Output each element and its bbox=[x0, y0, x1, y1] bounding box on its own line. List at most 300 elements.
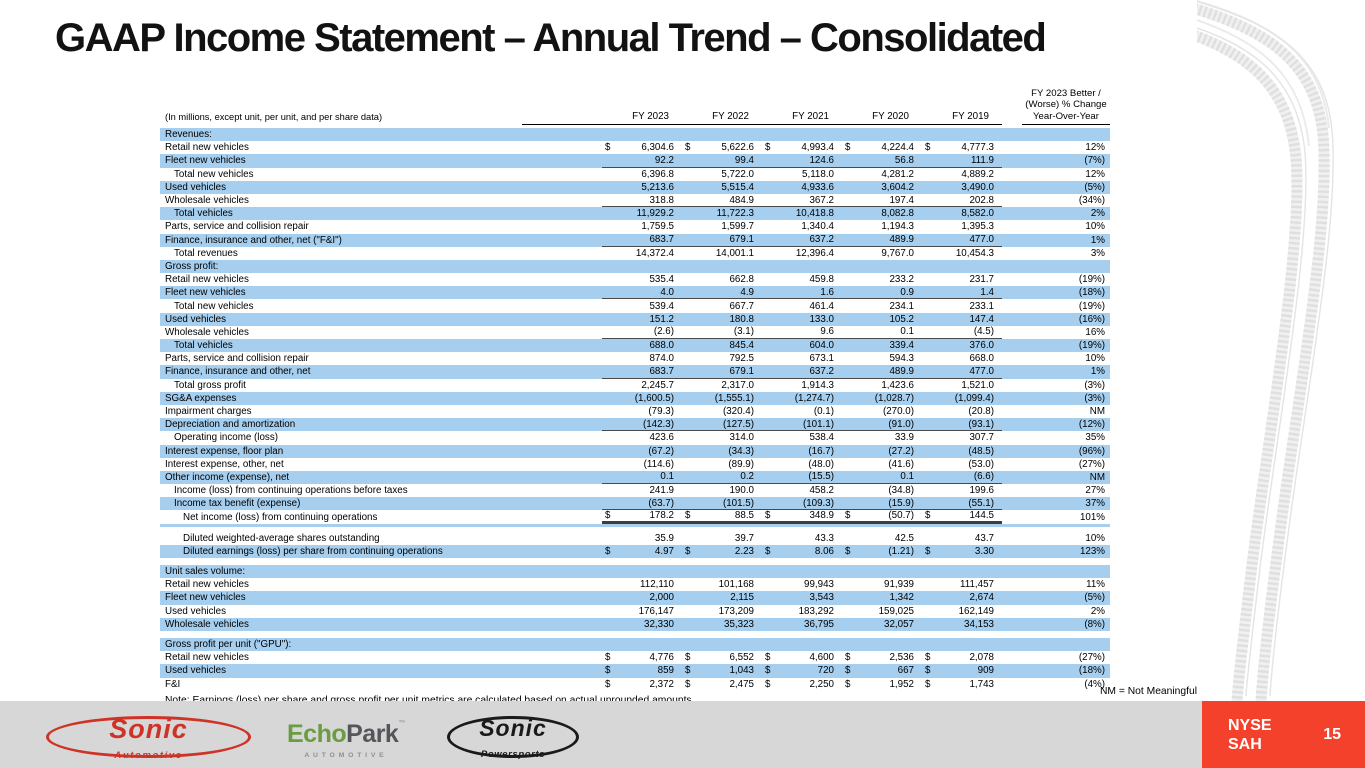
value: (1,028.7) bbox=[874, 392, 914, 404]
value: 9.6 bbox=[820, 326, 834, 338]
value-cell bbox=[682, 380, 762, 391]
value-cell bbox=[922, 459, 1002, 470]
value-cell bbox=[842, 510, 922, 521]
dollar-sign bbox=[602, 195, 615, 206]
value: 4,224.4 bbox=[881, 142, 914, 154]
value-cell bbox=[842, 485, 922, 496]
value-cell bbox=[922, 234, 1002, 245]
value-cell bbox=[762, 406, 842, 417]
row-values bbox=[602, 339, 1002, 352]
value: 1,599.7 bbox=[721, 221, 754, 233]
year-header: FY 2021 bbox=[792, 111, 829, 122]
value: 5,515.4 bbox=[721, 181, 754, 193]
value: 679.1 bbox=[729, 234, 754, 246]
value: 180.8 bbox=[729, 313, 754, 325]
value: 14,372.4 bbox=[635, 247, 674, 259]
row-label: Retail new vehicles bbox=[165, 274, 249, 286]
dollar-sign bbox=[762, 579, 775, 590]
value: (55.1) bbox=[968, 497, 994, 509]
value-cell bbox=[922, 446, 1002, 457]
value-cell bbox=[762, 155, 842, 166]
value: 159,025 bbox=[878, 605, 914, 617]
change-header-line: FY 2023 Better / bbox=[1031, 88, 1101, 100]
value: (3.1) bbox=[733, 326, 754, 338]
table-row bbox=[160, 484, 1110, 497]
dollar-sign bbox=[922, 498, 935, 509]
value: 151.2 bbox=[649, 313, 674, 325]
dollar-sign bbox=[762, 459, 775, 470]
row-label: Revenues: bbox=[165, 129, 212, 141]
row-pct: (19%) bbox=[1078, 274, 1105, 286]
echopark-echo: Echo bbox=[287, 720, 347, 748]
value: 4.97 bbox=[654, 545, 674, 557]
value: (101.5) bbox=[722, 497, 754, 509]
dollar-sign bbox=[762, 221, 775, 232]
dollar-sign bbox=[922, 274, 935, 285]
income-statement-table bbox=[160, 84, 1110, 706]
dollar-sign bbox=[602, 287, 615, 298]
dollar-sign bbox=[762, 419, 775, 430]
dollar-sign bbox=[762, 619, 775, 630]
value: 32,330 bbox=[644, 618, 674, 630]
dollar-sign bbox=[842, 340, 855, 351]
value-cell bbox=[762, 485, 842, 496]
row-label: Retail new vehicles bbox=[165, 142, 249, 154]
value-cell bbox=[762, 326, 842, 337]
value: 173,209 bbox=[718, 605, 754, 617]
value: 637.2 bbox=[809, 365, 834, 377]
value-cell bbox=[602, 366, 682, 377]
row-values bbox=[602, 154, 1002, 167]
row-label: Wholesale vehicles bbox=[165, 618, 249, 630]
dollar-sign bbox=[762, 380, 775, 391]
value-cell bbox=[682, 546, 762, 557]
value-cell bbox=[602, 652, 682, 663]
dollar-sign: $ bbox=[605, 510, 611, 522]
dollar-sign bbox=[602, 619, 615, 630]
value: 91,939 bbox=[884, 579, 914, 591]
row-pct: 27% bbox=[1085, 485, 1105, 497]
value-cell bbox=[762, 510, 842, 521]
row-pct: 35% bbox=[1085, 432, 1105, 444]
value: (16.7) bbox=[808, 445, 834, 457]
value: 92.2 bbox=[654, 154, 674, 166]
value-cell bbox=[762, 221, 842, 232]
dollar-sign bbox=[922, 419, 935, 430]
value: 0.1 bbox=[900, 471, 914, 483]
dollar-sign: $ bbox=[845, 665, 851, 677]
value-cell bbox=[842, 546, 922, 557]
dollar-sign bbox=[602, 419, 615, 430]
row-values bbox=[602, 181, 1002, 194]
row-label: Other income (expense), net bbox=[165, 471, 290, 483]
units-caption: (In millions, except unit, per unit, and per share data) bbox=[165, 112, 383, 122]
value: (34.3) bbox=[728, 445, 754, 457]
value: 1,395.3 bbox=[961, 221, 994, 233]
table-row bbox=[160, 299, 1110, 312]
table-row bbox=[160, 141, 1110, 154]
value: 318.8 bbox=[649, 194, 674, 206]
dollar-sign: $ bbox=[685, 142, 691, 154]
value-cell bbox=[682, 485, 762, 496]
table-row bbox=[160, 418, 1110, 431]
value-cell bbox=[682, 592, 762, 603]
value: 10,454.3 bbox=[955, 247, 994, 259]
table-row bbox=[160, 168, 1110, 181]
value: 859 bbox=[657, 665, 674, 677]
row-pct: (19%) bbox=[1078, 300, 1105, 312]
dollar-sign bbox=[922, 155, 935, 166]
row-label: Used vehicles bbox=[165, 665, 226, 677]
table-row bbox=[160, 352, 1110, 365]
value-cell bbox=[762, 195, 842, 206]
value-cell bbox=[602, 665, 682, 676]
value-cell bbox=[842, 579, 922, 590]
row-label: SG&A expenses bbox=[165, 392, 237, 404]
row-label: Depreciation and amortization bbox=[165, 419, 296, 431]
row-pct: 11% bbox=[1086, 579, 1105, 591]
value-cell bbox=[842, 606, 922, 617]
dollar-sign bbox=[842, 234, 855, 245]
value: 845.4 bbox=[729, 340, 754, 352]
value: 32,057 bbox=[884, 618, 914, 630]
dollar-sign bbox=[922, 406, 935, 417]
value-cell bbox=[602, 510, 682, 521]
value: (93.1) bbox=[968, 418, 994, 430]
value: (67.2) bbox=[648, 445, 674, 457]
value-cell bbox=[682, 533, 762, 544]
table-row bbox=[160, 458, 1110, 471]
dollar-sign bbox=[762, 234, 775, 245]
value: 4,993.4 bbox=[801, 142, 834, 154]
row-label: Retail new vehicles bbox=[165, 652, 249, 664]
value: 637.2 bbox=[809, 234, 834, 246]
sonic-wordmark: Sonic bbox=[109, 714, 188, 744]
dollar-sign bbox=[682, 485, 695, 496]
row-pct: (19%) bbox=[1078, 340, 1105, 352]
row-pct: 123% bbox=[1079, 545, 1105, 557]
dollar-sign bbox=[682, 498, 695, 509]
value: (1.21) bbox=[888, 545, 914, 557]
section-row bbox=[160, 638, 1110, 651]
value: (1,099.4) bbox=[954, 392, 994, 404]
row-label: Diluted earnings (loss) per share from continuing operations bbox=[183, 545, 443, 557]
value: 679.1 bbox=[729, 365, 754, 377]
dollar-sign: $ bbox=[845, 545, 851, 557]
row-label: Interest expense, other, net bbox=[165, 458, 284, 470]
value-cell bbox=[922, 619, 1002, 630]
powersports-subtext: Powersports bbox=[480, 749, 546, 760]
value: 2,245.7 bbox=[641, 379, 674, 391]
dollar-sign bbox=[842, 498, 855, 509]
dollar-sign bbox=[602, 248, 615, 259]
row-label: Total new vehicles bbox=[174, 168, 254, 180]
value: 1,423.6 bbox=[881, 379, 914, 391]
value: 489.9 bbox=[889, 234, 914, 246]
table-row bbox=[160, 365, 1110, 378]
value-cell bbox=[682, 366, 762, 377]
value: 594.3 bbox=[889, 353, 914, 365]
value-cell bbox=[602, 446, 682, 457]
value-cell bbox=[842, 169, 922, 180]
page-number: 15 bbox=[1323, 725, 1341, 743]
dollar-sign: $ bbox=[925, 510, 931, 522]
value-cell bbox=[842, 287, 922, 298]
dollar-sign: $ bbox=[605, 142, 611, 154]
value-cell bbox=[602, 326, 682, 337]
value-cell bbox=[842, 619, 922, 630]
dollar-sign bbox=[762, 340, 775, 351]
row-label: Operating income (loss) bbox=[174, 432, 278, 444]
value: 6,552 bbox=[729, 652, 754, 664]
row-values bbox=[602, 591, 1002, 604]
value-cell bbox=[682, 169, 762, 180]
value: (89.9) bbox=[728, 458, 754, 470]
value-cell bbox=[602, 406, 682, 417]
ticker-badge bbox=[1202, 701, 1365, 768]
dollar-sign: $ bbox=[845, 678, 851, 690]
dollar-sign bbox=[842, 182, 855, 193]
row-label: Fleet new vehicles bbox=[165, 155, 246, 167]
dollar-sign bbox=[842, 353, 855, 364]
value-cell bbox=[922, 301, 1002, 312]
dollar-sign bbox=[602, 314, 615, 325]
dollar-sign bbox=[762, 287, 775, 298]
row-label: Used vehicles bbox=[165, 181, 226, 193]
dollar-sign bbox=[842, 221, 855, 232]
table-row bbox=[160, 651, 1110, 664]
value: 147.4 bbox=[969, 313, 994, 325]
dollar-sign bbox=[762, 533, 775, 544]
table-row bbox=[160, 471, 1110, 484]
value: 231.7 bbox=[969, 274, 994, 286]
value: 4,889.2 bbox=[961, 168, 994, 180]
row-pct: (96%) bbox=[1078, 445, 1105, 457]
dollar-sign bbox=[842, 579, 855, 590]
value-cell bbox=[922, 326, 1002, 337]
value-cell bbox=[602, 353, 682, 364]
value-cell bbox=[842, 471, 922, 482]
row-pct: (27%) bbox=[1078, 652, 1105, 664]
dollar-sign: $ bbox=[685, 510, 691, 522]
value-cell bbox=[762, 234, 842, 245]
value: 2.23 bbox=[734, 545, 754, 557]
dollar-sign bbox=[842, 208, 855, 219]
row-label: Gross profit per unit ("GPU"): bbox=[165, 639, 292, 651]
value-cell bbox=[602, 533, 682, 544]
dollar-sign bbox=[602, 406, 615, 417]
value: 1,759.5 bbox=[641, 221, 674, 233]
value-cell bbox=[842, 393, 922, 404]
value-cell bbox=[922, 579, 1002, 590]
value-cell bbox=[922, 679, 1002, 690]
dollar-sign bbox=[922, 195, 935, 206]
value: 484.9 bbox=[729, 194, 754, 206]
value-cell bbox=[682, 665, 762, 676]
value-cell bbox=[922, 195, 1002, 206]
row-values bbox=[602, 510, 1002, 523]
row-label: Diluted weighted-average shares outstanding bbox=[183, 532, 380, 544]
row-label: Income (loss) from continuing operations before taxes bbox=[174, 485, 408, 497]
value: 4.9 bbox=[740, 286, 754, 298]
dollar-sign bbox=[762, 446, 775, 457]
value: 2,115 bbox=[730, 592, 754, 604]
value: (1,274.7) bbox=[794, 392, 834, 404]
row-pct: 1% bbox=[1090, 234, 1105, 246]
table-row bbox=[160, 545, 1110, 558]
row-pct: 3% bbox=[1090, 247, 1105, 259]
dollar-sign: $ bbox=[605, 665, 611, 677]
row-label: Finance, insurance and other, net bbox=[165, 366, 311, 378]
table-body bbox=[160, 128, 1110, 691]
dollar-sign bbox=[602, 301, 615, 312]
value: 423.6 bbox=[649, 432, 674, 444]
dollar-sign bbox=[682, 533, 695, 544]
value-cell bbox=[602, 301, 682, 312]
dollar-sign bbox=[922, 340, 935, 351]
row-label: Total revenues bbox=[174, 247, 238, 259]
value-cell bbox=[682, 606, 762, 617]
value-cell bbox=[602, 314, 682, 325]
table-row bbox=[160, 286, 1110, 299]
value-cell bbox=[842, 366, 922, 377]
value: 2,674 bbox=[969, 592, 994, 604]
dollar-sign: $ bbox=[845, 510, 851, 522]
value: (142.3) bbox=[642, 418, 674, 430]
value-cell bbox=[602, 485, 682, 496]
value-cell bbox=[602, 459, 682, 470]
dollar-sign bbox=[682, 619, 695, 630]
dollar-sign bbox=[922, 326, 935, 337]
dollar-sign bbox=[762, 182, 775, 193]
value-cell bbox=[842, 446, 922, 457]
dollar-sign bbox=[602, 592, 615, 603]
dollar-sign bbox=[762, 155, 775, 166]
value-cell bbox=[842, 380, 922, 391]
dollar-sign bbox=[602, 485, 615, 496]
dollar-sign bbox=[922, 459, 935, 470]
value: 9,767.0 bbox=[881, 247, 914, 259]
value-cell bbox=[762, 592, 842, 603]
dollar-sign bbox=[842, 592, 855, 603]
value: 112,110 bbox=[640, 579, 674, 591]
row-label: Interest expense, floor plan bbox=[165, 445, 284, 457]
value-cell bbox=[762, 652, 842, 663]
value: 39.7 bbox=[734, 532, 754, 544]
trademark-icon: ™ bbox=[398, 720, 405, 727]
value-cell bbox=[682, 326, 762, 337]
value: 4,281.2 bbox=[881, 168, 914, 180]
value-cell bbox=[842, 652, 922, 663]
value: 1,914.3 bbox=[801, 379, 834, 391]
value: (4.5) bbox=[973, 326, 994, 338]
value: 43.3 bbox=[814, 532, 834, 544]
dollar-sign bbox=[602, 498, 615, 509]
value: (20.8) bbox=[968, 406, 994, 418]
row-pct: (5%) bbox=[1084, 592, 1105, 604]
row-values bbox=[602, 194, 1002, 207]
dollar-sign bbox=[922, 393, 935, 404]
value-cell bbox=[762, 432, 842, 443]
value-cell bbox=[602, 182, 682, 193]
value-cell bbox=[842, 314, 922, 325]
row-pct: 10% bbox=[1085, 532, 1105, 544]
value: 133.0 bbox=[809, 313, 834, 325]
dollar-sign bbox=[602, 471, 615, 482]
dollar-sign bbox=[922, 287, 935, 298]
dollar-sign bbox=[842, 314, 855, 325]
value: (0.1) bbox=[813, 406, 834, 418]
row-values bbox=[602, 207, 1002, 220]
value-cell bbox=[762, 498, 842, 509]
value: 1,342 bbox=[889, 592, 914, 604]
dollar-sign bbox=[682, 287, 695, 298]
value: 1.4 bbox=[980, 286, 994, 298]
row-label: Total vehicles bbox=[174, 340, 233, 352]
dollar-sign: $ bbox=[925, 652, 931, 664]
dollar-sign: $ bbox=[765, 545, 771, 557]
value: 792.5 bbox=[729, 353, 754, 365]
value: 4.0 bbox=[660, 286, 674, 298]
value: (53.0) bbox=[968, 458, 994, 470]
value-cell bbox=[682, 182, 762, 193]
row-pct: NM bbox=[1089, 471, 1105, 483]
value-cell bbox=[922, 274, 1002, 285]
table-row bbox=[160, 339, 1110, 352]
value-cell bbox=[842, 195, 922, 206]
value-cell bbox=[682, 619, 762, 630]
row-pct: 10% bbox=[1085, 221, 1105, 233]
value-cell bbox=[762, 459, 842, 470]
page-title: GAAP Income Statement – Annual Trend – Consolidated bbox=[55, 16, 1046, 60]
value: 8,582.0 bbox=[961, 208, 994, 220]
value: 56.8 bbox=[894, 154, 914, 166]
value-cell bbox=[842, 498, 922, 509]
dollar-sign bbox=[762, 248, 775, 259]
value: 683.7 bbox=[649, 365, 674, 377]
value-cell bbox=[682, 510, 762, 521]
dollar-sign bbox=[922, 485, 935, 496]
value: 178.2 bbox=[649, 510, 674, 522]
value-cell bbox=[922, 546, 1002, 557]
dollar-sign bbox=[602, 366, 615, 377]
dollar-sign: $ bbox=[605, 545, 611, 557]
row-values bbox=[602, 651, 1002, 664]
dollar-sign bbox=[762, 326, 775, 337]
value-cell bbox=[762, 533, 842, 544]
dollar-sign: $ bbox=[605, 652, 611, 664]
value-cell bbox=[842, 301, 922, 312]
value-cell bbox=[842, 459, 922, 470]
dollar-sign bbox=[682, 380, 695, 391]
table-row bbox=[160, 618, 1110, 631]
value: 197.4 bbox=[889, 194, 914, 206]
dollar-sign bbox=[682, 393, 695, 404]
table-row bbox=[160, 220, 1110, 233]
value-cell bbox=[842, 221, 922, 232]
value-cell bbox=[922, 221, 1002, 232]
dollar-sign bbox=[922, 301, 935, 312]
value: 5,622.6 bbox=[721, 142, 754, 154]
value-cell bbox=[602, 248, 682, 259]
row-pct: NM bbox=[1089, 406, 1105, 418]
value-cell bbox=[602, 471, 682, 482]
value-cell bbox=[602, 432, 682, 443]
dollar-sign bbox=[762, 471, 775, 482]
dollar-sign bbox=[922, 353, 935, 364]
value-cell bbox=[602, 221, 682, 232]
dollar-sign bbox=[922, 592, 935, 603]
